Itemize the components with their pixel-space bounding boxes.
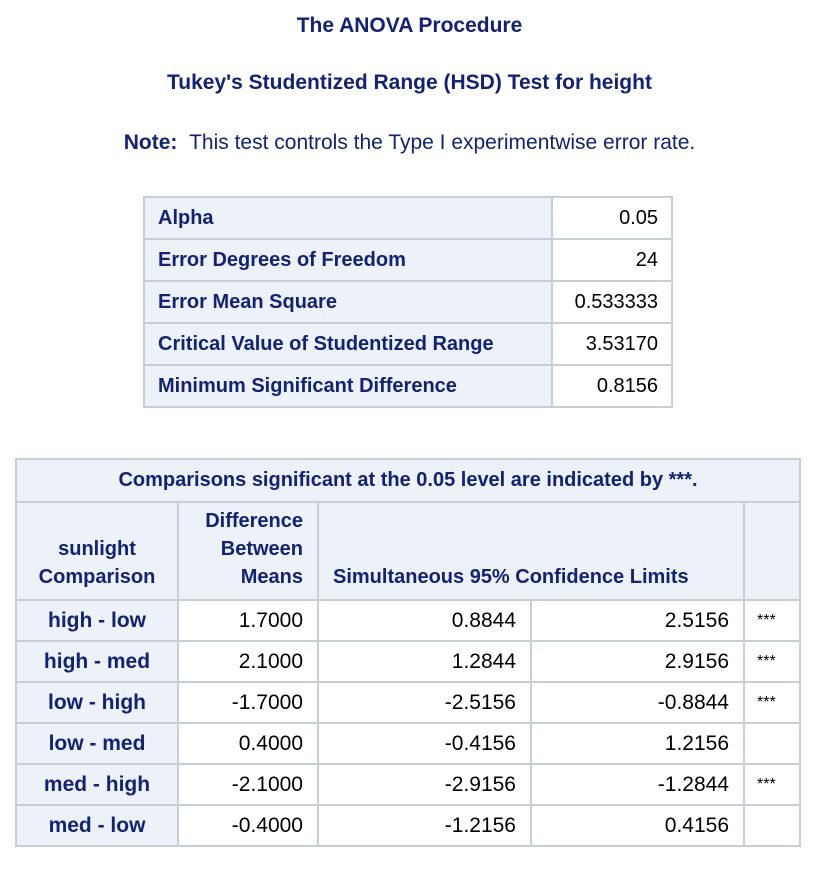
difference-value: -2.1000 bbox=[178, 764, 318, 805]
param-value: 0.05 bbox=[552, 197, 672, 239]
significance-marker: *** bbox=[744, 764, 800, 805]
param-label: Error Mean Square bbox=[144, 281, 552, 323]
upper-limit: 0.4156 bbox=[531, 805, 744, 846]
param-value: 3.53170 bbox=[552, 323, 672, 365]
significance-marker bbox=[744, 805, 800, 846]
table-row bbox=[16, 682, 800, 723]
lower-limit: -2.9156 bbox=[318, 764, 531, 805]
lower-limit: 1.2844 bbox=[318, 641, 531, 682]
significance-marker: *** bbox=[744, 682, 800, 723]
param-value: 24 bbox=[552, 239, 672, 281]
comparison-label: low - med bbox=[16, 723, 178, 764]
lower-limit: -0.4156 bbox=[318, 723, 531, 764]
table-caption: Comparisons significant at the 0.05 level are indicated by ***. bbox=[16, 459, 800, 502]
difference-value: 0.4000 bbox=[178, 723, 318, 764]
table-row bbox=[144, 281, 672, 323]
param-label: Critical Value of Studentized Range bbox=[144, 323, 552, 365]
table-row bbox=[144, 323, 672, 365]
comparison-label: low - high bbox=[16, 682, 178, 723]
comparisons-table bbox=[15, 458, 801, 847]
significance-marker bbox=[744, 723, 800, 764]
header-comparison bbox=[16, 502, 178, 600]
comparison-label: med - low bbox=[16, 805, 178, 846]
upper-limit: -1.2844 bbox=[531, 764, 744, 805]
upper-limit: 1.2156 bbox=[531, 723, 744, 764]
table-row bbox=[144, 197, 672, 239]
header-difference-line3: Means bbox=[240, 566, 303, 588]
param-label: Alpha bbox=[144, 197, 552, 239]
table-row bbox=[144, 365, 672, 407]
header-comparison-line2: Comparison bbox=[38, 566, 156, 588]
difference-value: 2.1000 bbox=[178, 641, 318, 682]
significance-marker: *** bbox=[744, 600, 800, 641]
table-row bbox=[16, 805, 800, 846]
note bbox=[0, 131, 819, 155]
table-row bbox=[144, 239, 672, 281]
table-row bbox=[16, 641, 800, 682]
comparison-label: high - low bbox=[16, 600, 178, 641]
table-row bbox=[16, 600, 800, 641]
significance-marker: *** bbox=[744, 641, 800, 682]
comparison-label: high - med bbox=[16, 641, 178, 682]
procedure-title: The ANOVA Procedure bbox=[296, 14, 523, 37]
header-difference-line1: Difference bbox=[205, 510, 303, 532]
difference-value: -0.4000 bbox=[178, 805, 318, 846]
table-row bbox=[16, 764, 800, 805]
header-confidence-limits: Simultaneous 95% Confidence Limits bbox=[318, 502, 744, 600]
parameters-table bbox=[143, 196, 673, 408]
param-value: 0.533333 bbox=[552, 281, 672, 323]
param-value: 0.8156 bbox=[552, 365, 672, 407]
difference-value: 1.7000 bbox=[178, 600, 318, 641]
upper-limit: 2.5156 bbox=[531, 600, 744, 641]
note-label: Note: bbox=[123, 131, 178, 154]
test-title: Tukey's Studentized Range (HSD) Test for height bbox=[167, 71, 652, 94]
note-text: This test controls the Type I experimentwise error rate. bbox=[189, 131, 696, 154]
header-difference-line2: Between bbox=[220, 538, 303, 560]
upper-limit: -0.8844 bbox=[531, 682, 744, 723]
header-comparison-line1: sunlight bbox=[58, 538, 136, 560]
lower-limit: -1.2156 bbox=[318, 805, 531, 846]
param-label: Error Degrees of Freedom bbox=[144, 239, 552, 281]
lower-limit: -2.5156 bbox=[318, 682, 531, 723]
header-significance bbox=[744, 502, 800, 600]
difference-value: -1.7000 bbox=[178, 682, 318, 723]
table-row bbox=[16, 723, 800, 764]
lower-limit: 0.8844 bbox=[318, 600, 531, 641]
header-difference bbox=[178, 502, 318, 600]
upper-limit: 2.9156 bbox=[531, 641, 744, 682]
comparison-label: med - high bbox=[16, 764, 178, 805]
param-label: Minimum Significant Difference bbox=[144, 365, 552, 407]
